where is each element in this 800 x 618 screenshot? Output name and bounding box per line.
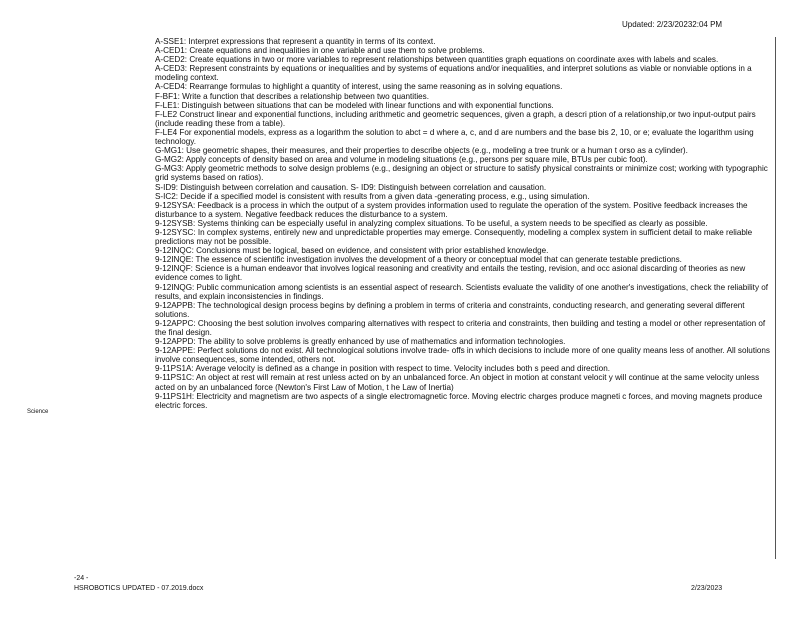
standard-item: 9-11PS1A: Average velocity is defined as a change in position with respect to time. Velocity includes both s peed and direction. [155, 364, 610, 374]
standard-item: S-IC2: Decide if a specified model is consistent with results from a given data -generating process, e.g., using simulation. [155, 191, 590, 201]
standard-item: F-LE1: Distinguish between situations that can be modeled with linear functions and with exponential functions. [155, 100, 554, 110]
standard-item: S-ID9: Distinguish between correlation and causation. S- ID9: Distinguish between correlation and causation. [155, 182, 547, 192]
standard-item: A-CED2: Create equations in two or more variables to represent relationships between quantities graph equations on coordinate axes with labels and scales. [155, 55, 719, 65]
standard-item: F-BF1: Write a function that describes a relationship between two quantities. [155, 91, 429, 101]
standard-item: 9-12APPC: Choosing the best solution involves comparing alternatives with respect to criteria and constraints, then building and testing a model or other representation of the final design. [155, 318, 766, 337]
standard-item: 9-12APPD: The ability to solve problems is greatly enhanced by use of mathematics and information technologies. [155, 337, 566, 347]
standard-item: 9-11PS1C: An object at rest will remain at rest unless acted on by an unbalanced force. An object in motion at constant velocit y will continue at the same velocity unless acted on by an unbalanced force (Newton's First Law of Motion, t he Law of Inertia) [155, 373, 760, 392]
standard-item: A-CED3: Represent constraints by equations or inequalities and by systems of equations and/or inequalities, and interpret solutions as viable or nonviable options in a modeling context. [155, 64, 752, 83]
standard-item: G-MG2: Apply concepts of density based on area and volume in modeling situations (e.g., persons per square mile, BTUs per cubic foot). [155, 155, 648, 165]
updated-timestamp: Updated: 2/23/20232:04 PM [622, 20, 723, 29]
standard-item: G-MG1: Use geometric shapes, their measures, and their properties to describe objects (e.g., modeling a tree trunk or a human t orso as a cylinder). [155, 146, 688, 156]
standard-item: 9-12INQE: The essence of scientific investigation involves the development of a theory or conceptual model that can generate testable predictions. [155, 255, 682, 265]
standard-item: 9-12APPB: The technological design process begins by defining a problem in terms of criteria and constraints, conducting research, and generating several different solutions. [155, 300, 745, 319]
page-number: -24 - [74, 575, 89, 582]
file-name: HSROBOTICS UPDATED - 07.2019.docx [74, 585, 204, 592]
standard-item: 9-12INQF: Science is a human endeavor that involves logical reasoning and creativity and entails the testing, revision, and occ asional discarding of theories as new evidence comes to light. [155, 264, 746, 283]
standard-item: 9-11PS1H: Electricity and magnetism are two aspects of a single electromagnetic force. Moving electric charges produce magneti c forces, and moving magnets produce electric forces. [155, 391, 763, 410]
standard-item: F-LE4 For exponential models, express as a logarithm the solution to abct = d where a, c, and d are numbers and the base bis 2, 10, or e; evaluate the logarithm using technology. [155, 127, 754, 147]
standard-item: F-LE2 Construct linear and exponential functions, including arithmetic and geometric sequences, given a graph, a descri ption of a relationship,or two input-output pairs (include reading these from a table). [155, 109, 756, 128]
standards-list [155, 37, 776, 559]
standard-item: A-SSE1: Interpret expressions that represent a quantity in terms of its context. [155, 37, 436, 46]
standard-item: 9-12SYSB: Systems thinking can be especially useful in analyzing complex situations. To be useful, a system needs to be specified as clearly as possible. [155, 218, 708, 228]
subject-label: Science [27, 409, 49, 415]
standard-item: A-CED4: Rearrange formulas to highlight a quantity of interest, using the same reasoning as in solving equations. [155, 82, 563, 92]
standard-item: 9-12INQG: Public communication among scientists is an essential aspect of research. Scientists evaluate the validity of one another's investigations, check the reliability of results, and explain inconsistencies in findings. [155, 282, 769, 301]
standard-item: 9-12SYSC: In complex systems, entirely new and unpredictable properties may emerge. Consequently, modeling a complex system in sufficient detail to make reliable predictions may not be possible. [155, 227, 753, 247]
standard-item: G-MG3: Apply geometric methods to solve design problems (e.g., designing an object or structure to satisfy physical constraints or minimize cost; working with typographic grid systems based on ratios). [155, 164, 768, 183]
standard-item: 9-12INQC: Conclusions must be logical, based on evidence, and consistent with prior established knowledge. [155, 246, 549, 256]
footer-date: 2/23/2023 [691, 585, 723, 592]
standard-item: A-CED1: Create equations and inequalities in one variable and use them to solve problems. [155, 46, 485, 56]
standard-item: 9-12APPE: Perfect solutions do not exist. All technological solutions involve trade- offs in which decisions to include more of one quality means less of another. All solutions involve consequences, some intended, others not. [155, 346, 770, 365]
standard-item: 9-12SYSA: Feedback is a process in which the output of a system provides information used to regulate the operation of the system. Positive feedback increases the disturbance to a system. Negative feedback reduces the disturbance to a system. [155, 200, 748, 219]
